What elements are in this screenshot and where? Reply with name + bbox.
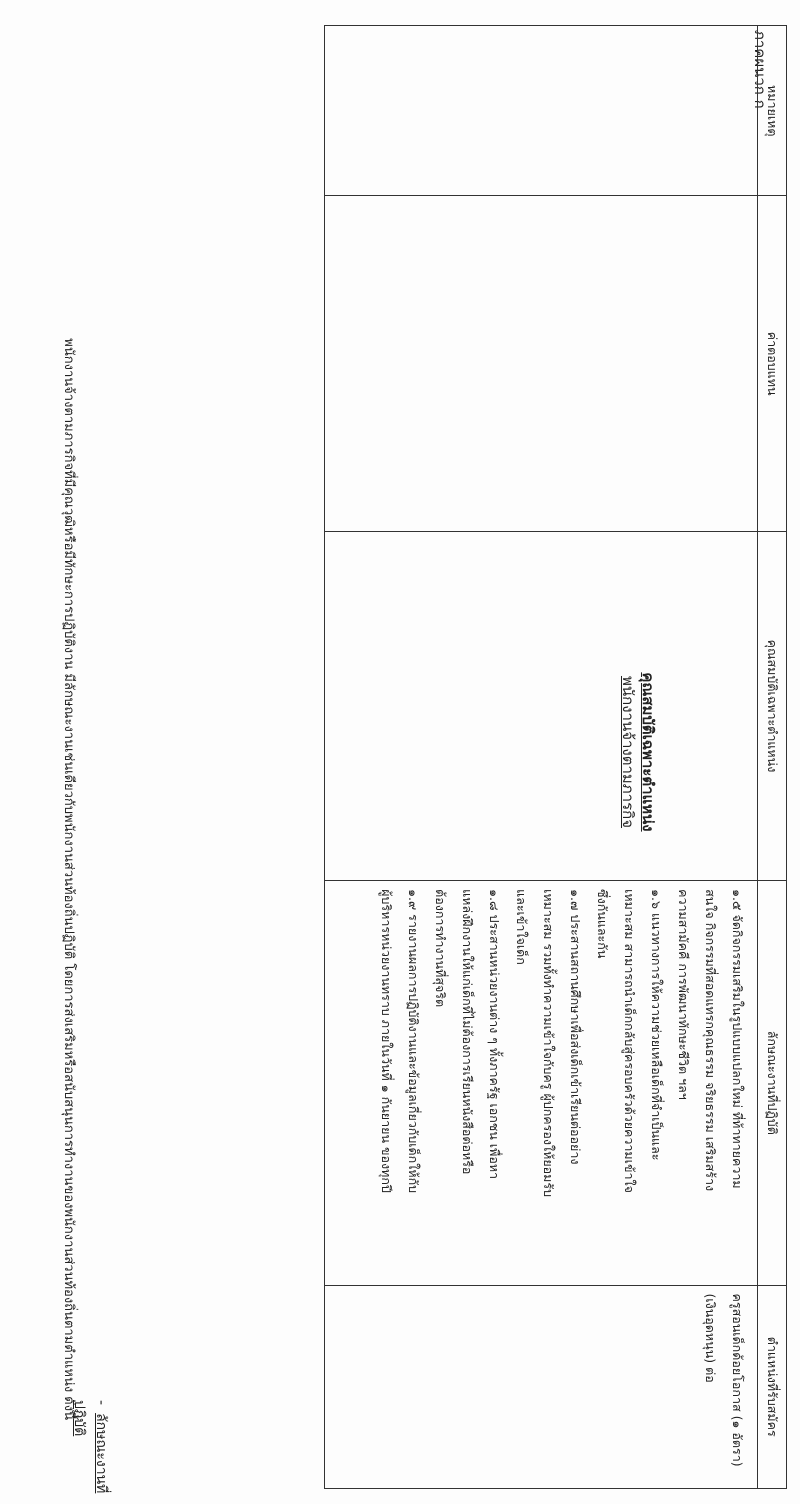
section-heading-text: ลักษณะงานที่ปฏิบัติ [71,1400,109,1494]
appendix-label: ภาคผนวก ก [751,30,769,109]
duty-line: ต้องการทำงานที่สุจริต [433,889,448,1008]
duty-line: ผู้บริหารหน่วยงานทราบ ภายในวันที่ ๑ กันยายน ของทุกปี [379,889,394,1193]
position-line: ครูสอนเด็กด้อยโอกาส (๑ อัตรา) [730,1293,745,1467]
duty-line: แหล่งฝึกงานให้แก่เด็กที่ไม่ต้องการเรียนหนังสือต่อหรือ [460,889,475,1175]
duty-line: ๑.๗ ประสานสถานศึกษาเพื่อส่งเด็กเข้าเรียนต่ออย่าง [568,889,583,1165]
header-qualification: คุณสมบัติเฉพาะตำแหน่ง [758,531,787,880]
section-bullet: - [93,1400,109,1406]
duty-line: ซึ่งกันและกัน [595,889,610,959]
duty-line: ๑.๘ ประสานหน่วยงานต่าง ๆ ทั้งภาครัฐ เอกชน เพื่อหา [487,889,502,1180]
duty-line: เหมาะสม สามารถนำเด็กกลับสู่ครอบครัวด้วยความเข้าใจ [622,889,637,1193]
duty-line: เหมาะสม รวมทั้งทำความเข้าใจกับครู ผู้ปกครองให้ยอมรับ [541,889,556,1198]
table-header-row [758,26,787,1489]
duty-line: ๑.๕ จัดกิจกรรมเสริมในรูปแบบแปลกใหม่ ที่ท้าทายความ [730,889,745,1189]
duty-line: ๑.๙ รายงานผลการปฏิบัติงานและข้อมูลเกี่ยวกับเด็กให้กับ [406,889,421,1194]
duties-table [324,25,787,1489]
page-title: คุณสมบัติเฉพาะตำแหน่ง [639,672,657,832]
header-note: หมายเหตุ [758,26,787,196]
header-compensation: ค่าตอบแทน [758,196,787,531]
cell-position [325,1285,758,1489]
section-intro-text: พนักงานจ้างตามภารกิจที่มีคุณวุฒิหรือมีทักษะการปฏิบัติงาน มีลักษณะงานเช่นเดียวกับพนักงานส่วนท้องถิ่นปฏิบัติ โดยการส่งเสริมหรือสนับสนุนการทำงานของพนักงานส่วนท้องถิ่นตามตำแหน่ง ดังนี้ [61,338,76,1420]
position-line: (เงินอุดหนุน) ต่อ [703,1293,718,1383]
duty-line: ๑.๖ แนวทางการให้ความช่วยเหลือเด็กที่จำเป็นและ [649,889,664,1161]
duty-line: และเข้าใจเด็ก [514,889,529,965]
cell-compensation [325,196,758,531]
cell-qualification [325,531,758,880]
table-row [325,26,758,1489]
page-subtitle: พนักงานจ้างตามภารกิจ [619,675,637,829]
cell-duties [325,881,758,1285]
header-duties: ลักษณะงานที่ปฏิบัติ [758,881,787,1285]
header-position: ตำแหน่งที่รับสมัคร [758,1285,787,1489]
duty-line: สนใจ กิจกรรมที่สอดแทรกคุณธรรม จริยธรรม เสริมสร้าง [703,889,718,1192]
cell-note [325,26,758,196]
duty-line: ความสามัคคี การพัฒนาทักษะชีวิต ฯลฯ [676,889,691,1100]
